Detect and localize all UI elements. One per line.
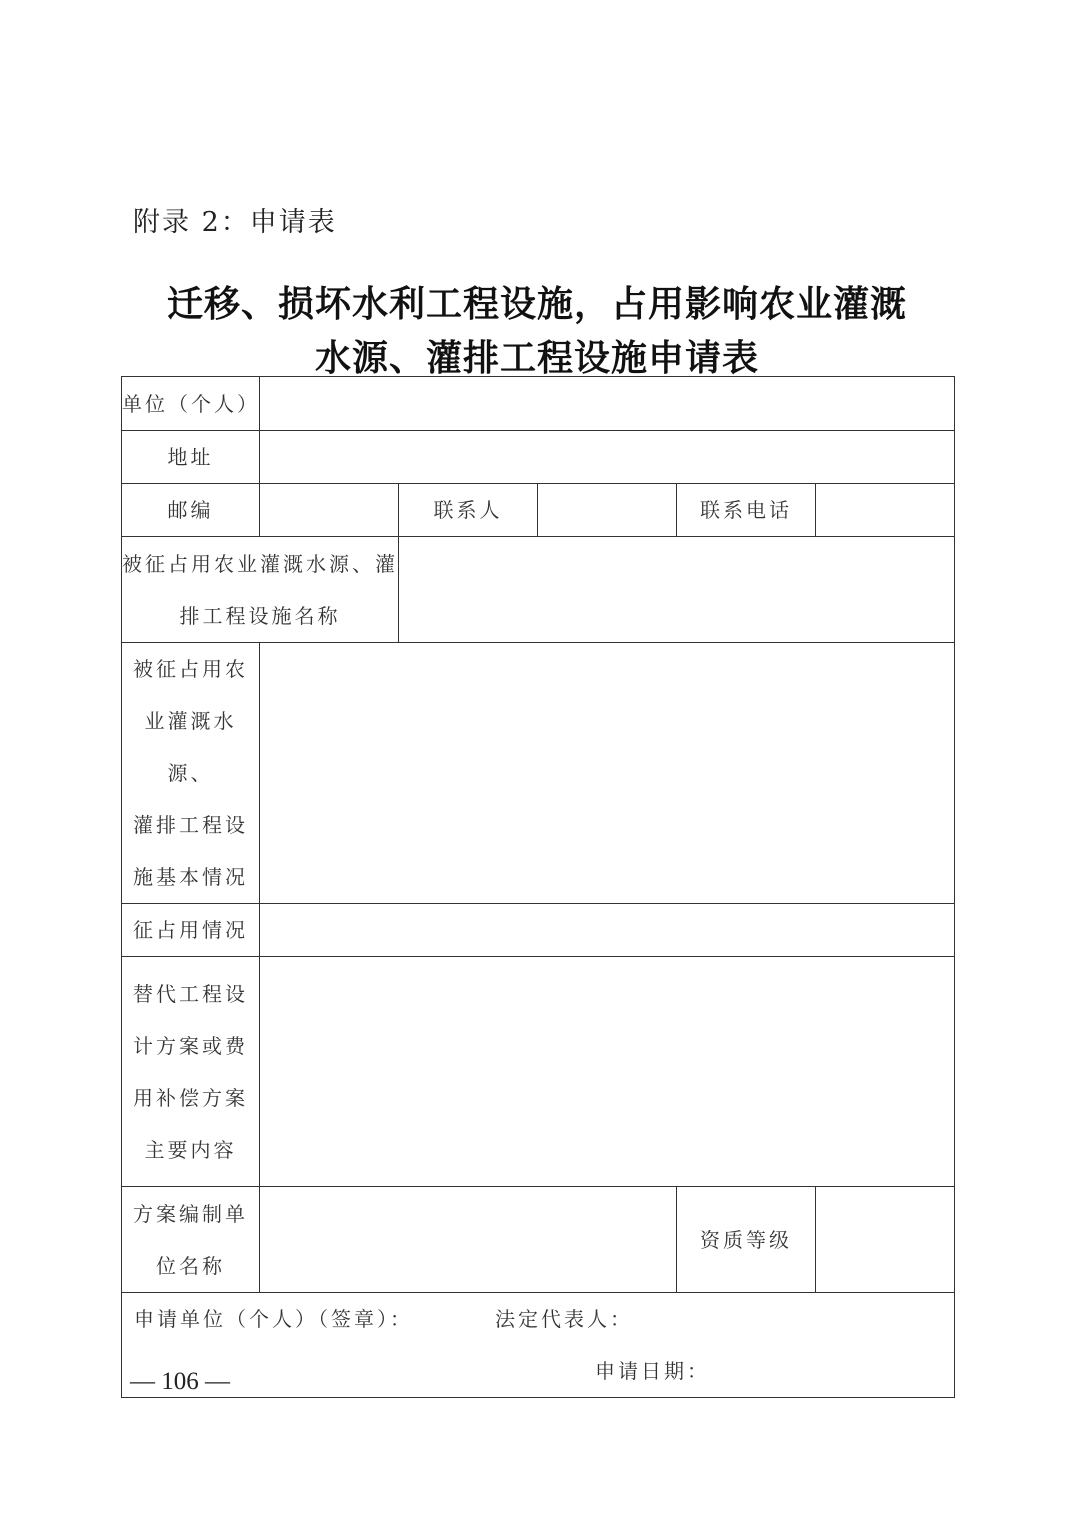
plan-label-line-4: 主要内容 xyxy=(144,1137,237,1162)
row-plan-unit xyxy=(122,1187,955,1293)
facility-name-label xyxy=(122,537,399,643)
appendix-label: 附录 2：申请表 xyxy=(133,207,337,238)
plan-unit-label-line-2: 位名称 xyxy=(156,1253,225,1278)
facility-name-label-line-1: 被征占用农业灌溉水源、灌 xyxy=(122,551,398,576)
contact-field[interactable] xyxy=(538,484,677,537)
facility-basic-label-line-2: 业灌溉水源、 xyxy=(144,709,237,785)
occupation-field[interactable] xyxy=(260,904,955,957)
row-unit xyxy=(122,377,955,431)
row-signature xyxy=(122,1293,955,1398)
facility-basic-label-line-3: 灌排工程设 xyxy=(133,813,248,837)
row-occupation xyxy=(122,904,955,957)
application-form-table xyxy=(121,376,955,1398)
row-facility-name xyxy=(122,537,955,643)
applicant-sign-label: 申请单位（个人）（签章）： xyxy=(134,1307,413,1331)
plan-label-line-3: 用补偿方案 xyxy=(133,1085,248,1110)
phone-field[interactable] xyxy=(816,484,955,537)
row-address xyxy=(122,431,955,484)
qualification-label: 资质等级 xyxy=(677,1187,816,1293)
row-facility-basic xyxy=(122,643,955,904)
phone-label: 联系电话 xyxy=(677,484,816,537)
facility-name-label-line-2: 排工程设施名称 xyxy=(179,603,341,628)
row-contact-info xyxy=(122,484,955,537)
occupation-label: 征占用情况 xyxy=(122,904,260,957)
facility-name-field[interactable] xyxy=(399,537,955,643)
address-field[interactable] xyxy=(260,431,955,484)
plan-unit-label-line-1: 方案编制单 xyxy=(133,1201,248,1226)
facility-basic-field[interactable] xyxy=(260,643,955,904)
apply-date-label: 申请日期： xyxy=(595,1359,710,1383)
signature-area[interactable] xyxy=(122,1293,954,1397)
postcode-field[interactable] xyxy=(260,484,399,537)
facility-basic-label-line-4: 施基本情况 xyxy=(133,865,248,889)
facility-basic-label xyxy=(122,643,260,904)
plan-unit-field[interactable] xyxy=(260,1187,677,1293)
contact-label: 联系人 xyxy=(399,484,538,537)
signature-cell xyxy=(122,1293,955,1398)
plan-unit-label xyxy=(122,1187,260,1293)
form-title-line-1: 迁移、损坏水利工程设施，占用影响农业灌溉 xyxy=(166,284,907,325)
facility-basic-label-line-1: 被征占用农 xyxy=(133,657,248,681)
legal-representative-label: 法定代表人： xyxy=(495,1307,633,1331)
row-plan-content xyxy=(122,957,955,1187)
qualification-field[interactable] xyxy=(816,1187,955,1293)
plan-label xyxy=(122,957,260,1187)
address-label: 地址 xyxy=(122,431,260,484)
unit-label: 单位（个人） xyxy=(122,377,260,431)
page-number: — 106 — xyxy=(130,1368,230,1395)
form-title-line-2: 水源、灌排工程设施申请表 xyxy=(314,338,759,379)
postcode-label: 邮编 xyxy=(122,484,260,537)
plan-label-line-1: 替代工程设 xyxy=(133,981,248,1006)
plan-label-line-2: 计方案或费 xyxy=(133,1033,248,1058)
unit-field[interactable] xyxy=(260,377,955,431)
plan-field[interactable] xyxy=(260,957,955,1187)
